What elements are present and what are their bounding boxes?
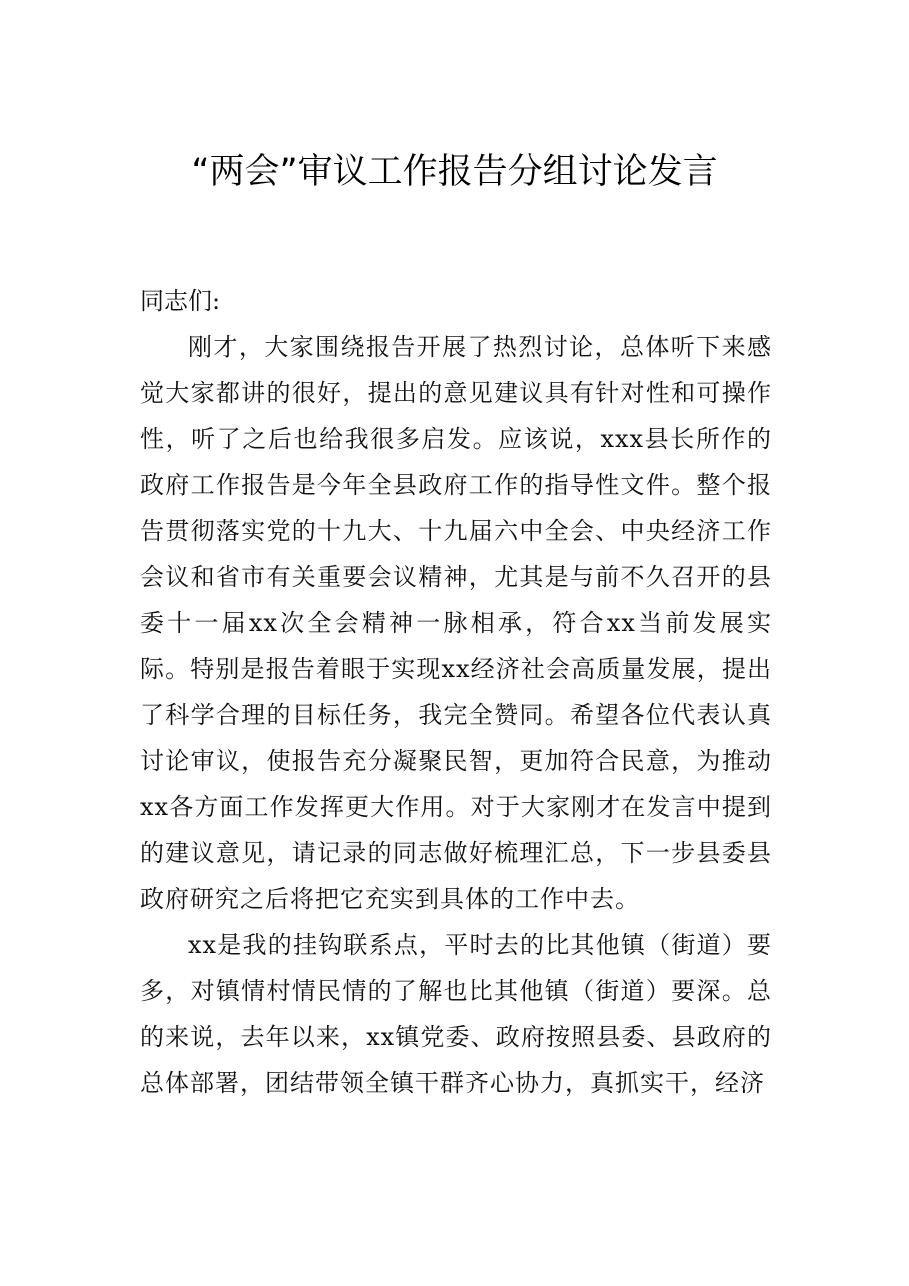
paragraph-2: xx是我的挂钩联系点，平时去的比其他镇（街道）要多，对镇情村情民情的了解也比其他镇（街道）要深。总的来说，去年以来，xx镇党委、政府按照县委、县政府的总体部署，团结带领全镇干群齐心协力，真抓实干，经济 [140,931,772,1097]
paragraph-1: 刚才，大家围绕报告开展了热烈讨论，总体听下来感觉大家都讲的很好，提出的意见建议具有针对性和可操作性，听了之后也给我很多启发。应该说，xxx县长所作的政府工作报告是今年全县政府工作的指导性文件。整个报告贯彻落实党的十九大、十九届六中全会、中央经济工作会议和省市有关重要会议精神，尤其是与前不久召开的县委十一届xx次全会精神一脉相承，符合xx当前发展实际。特别是报告着眼于实现xx经济社会高质量发展，提出了科学合理的目标任务，我完全赞同。希望各位代表认真讨论审议，使报告充分凝聚民智，更加符合民意，为推动xx各方面工作发挥更大作用。对于大家刚才在发言中提到的建议意见，请记录的同志做好梳理汇总，下一步县委县政府研究之后将把它充实到具体的工作中去。 [140,333,772,913]
document-title: “两会”审议工作报告分组讨论发言 [191,152,718,192]
document-body [140,278,772,1106]
salutation: 同志们: [140,287,221,315]
